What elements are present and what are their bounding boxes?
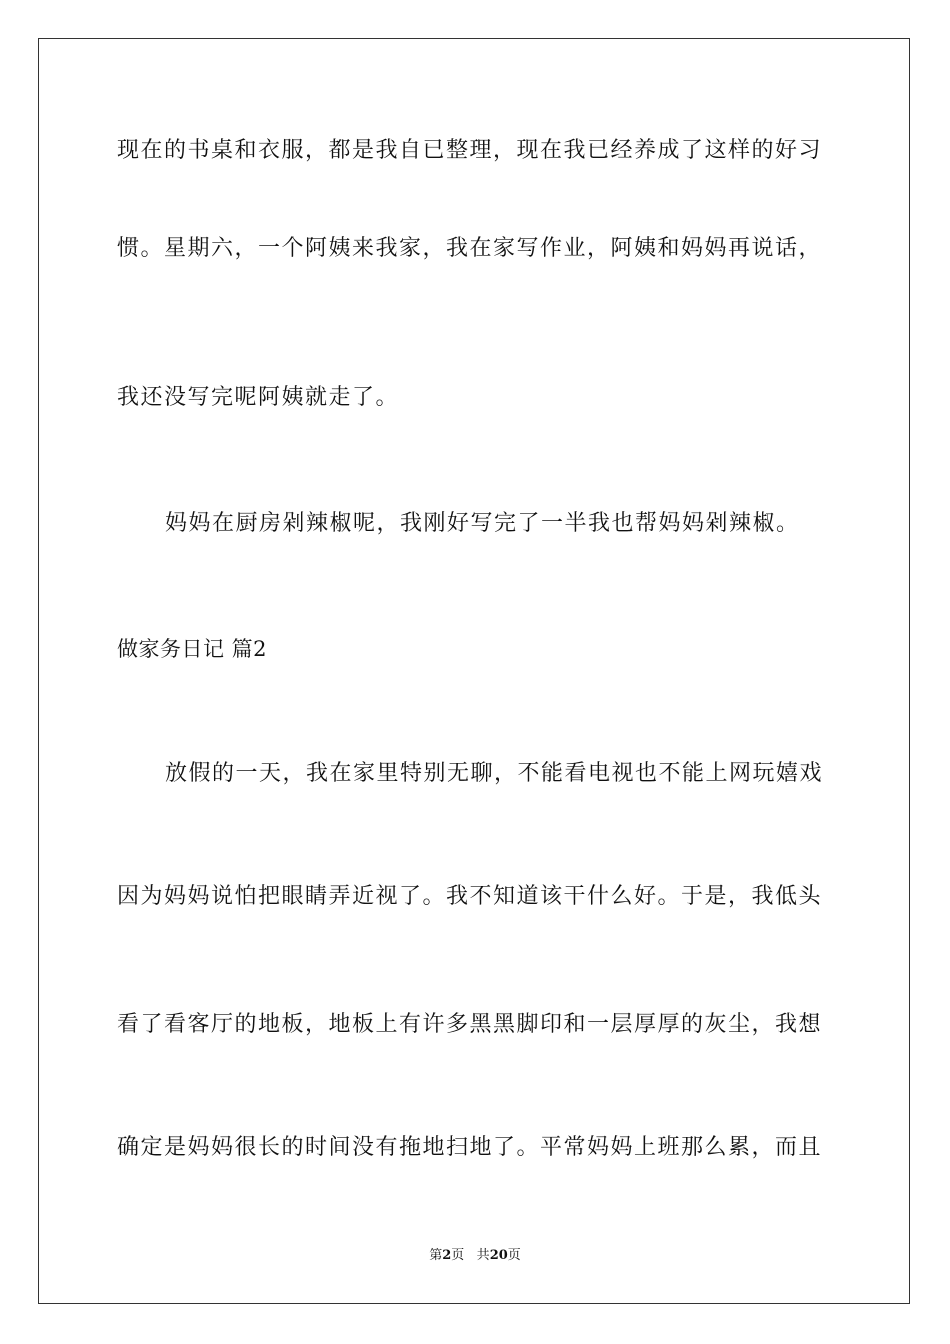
body-line-8: 确定是妈妈很长的时间没有拖地扫地了。平常妈妈上班那么累，而且 xyxy=(117,1135,823,1160)
body-line-6: 因为妈妈说怕把眼睛弄近视了。我不知道该干什么好。于是，我低头 xyxy=(117,884,823,909)
body-line-3: 我还没写完呢阿姨就走了。 xyxy=(117,385,400,410)
total-prefix: 共 xyxy=(476,1248,490,1263)
page-number: 2 xyxy=(442,1248,452,1263)
body-line-4: 妈妈在厨房剁辣椒呢，我刚好写完了一半我也帮妈妈剁辣椒。 xyxy=(165,511,800,536)
total-pages: 20 xyxy=(489,1248,508,1263)
body-line-2: 惯。星期六，一个阿姨来我家，我在家写作业，阿姨和妈妈再说话， xyxy=(117,236,823,261)
total-suffix: 页 xyxy=(507,1248,521,1263)
page-border xyxy=(38,38,910,1304)
page-footer xyxy=(0,1247,950,1265)
body-line-7: 看了看客厅的地板，地板上有许多黑黑脚印和一层厚厚的灰尘，我想 xyxy=(117,1012,823,1037)
body-line-5: 放假的一天，我在家里特别无聊，不能看电视也不能上网玩嬉戏 xyxy=(165,761,824,786)
page-suffix: 页 xyxy=(451,1248,465,1263)
body-line-1: 现在的书桌和衣服，都是我自已整理，现在我已经养成了这样的好习 xyxy=(117,138,823,163)
page-prefix: 第 xyxy=(429,1248,443,1263)
section-heading: 做家务日记 篇2 xyxy=(117,637,268,661)
